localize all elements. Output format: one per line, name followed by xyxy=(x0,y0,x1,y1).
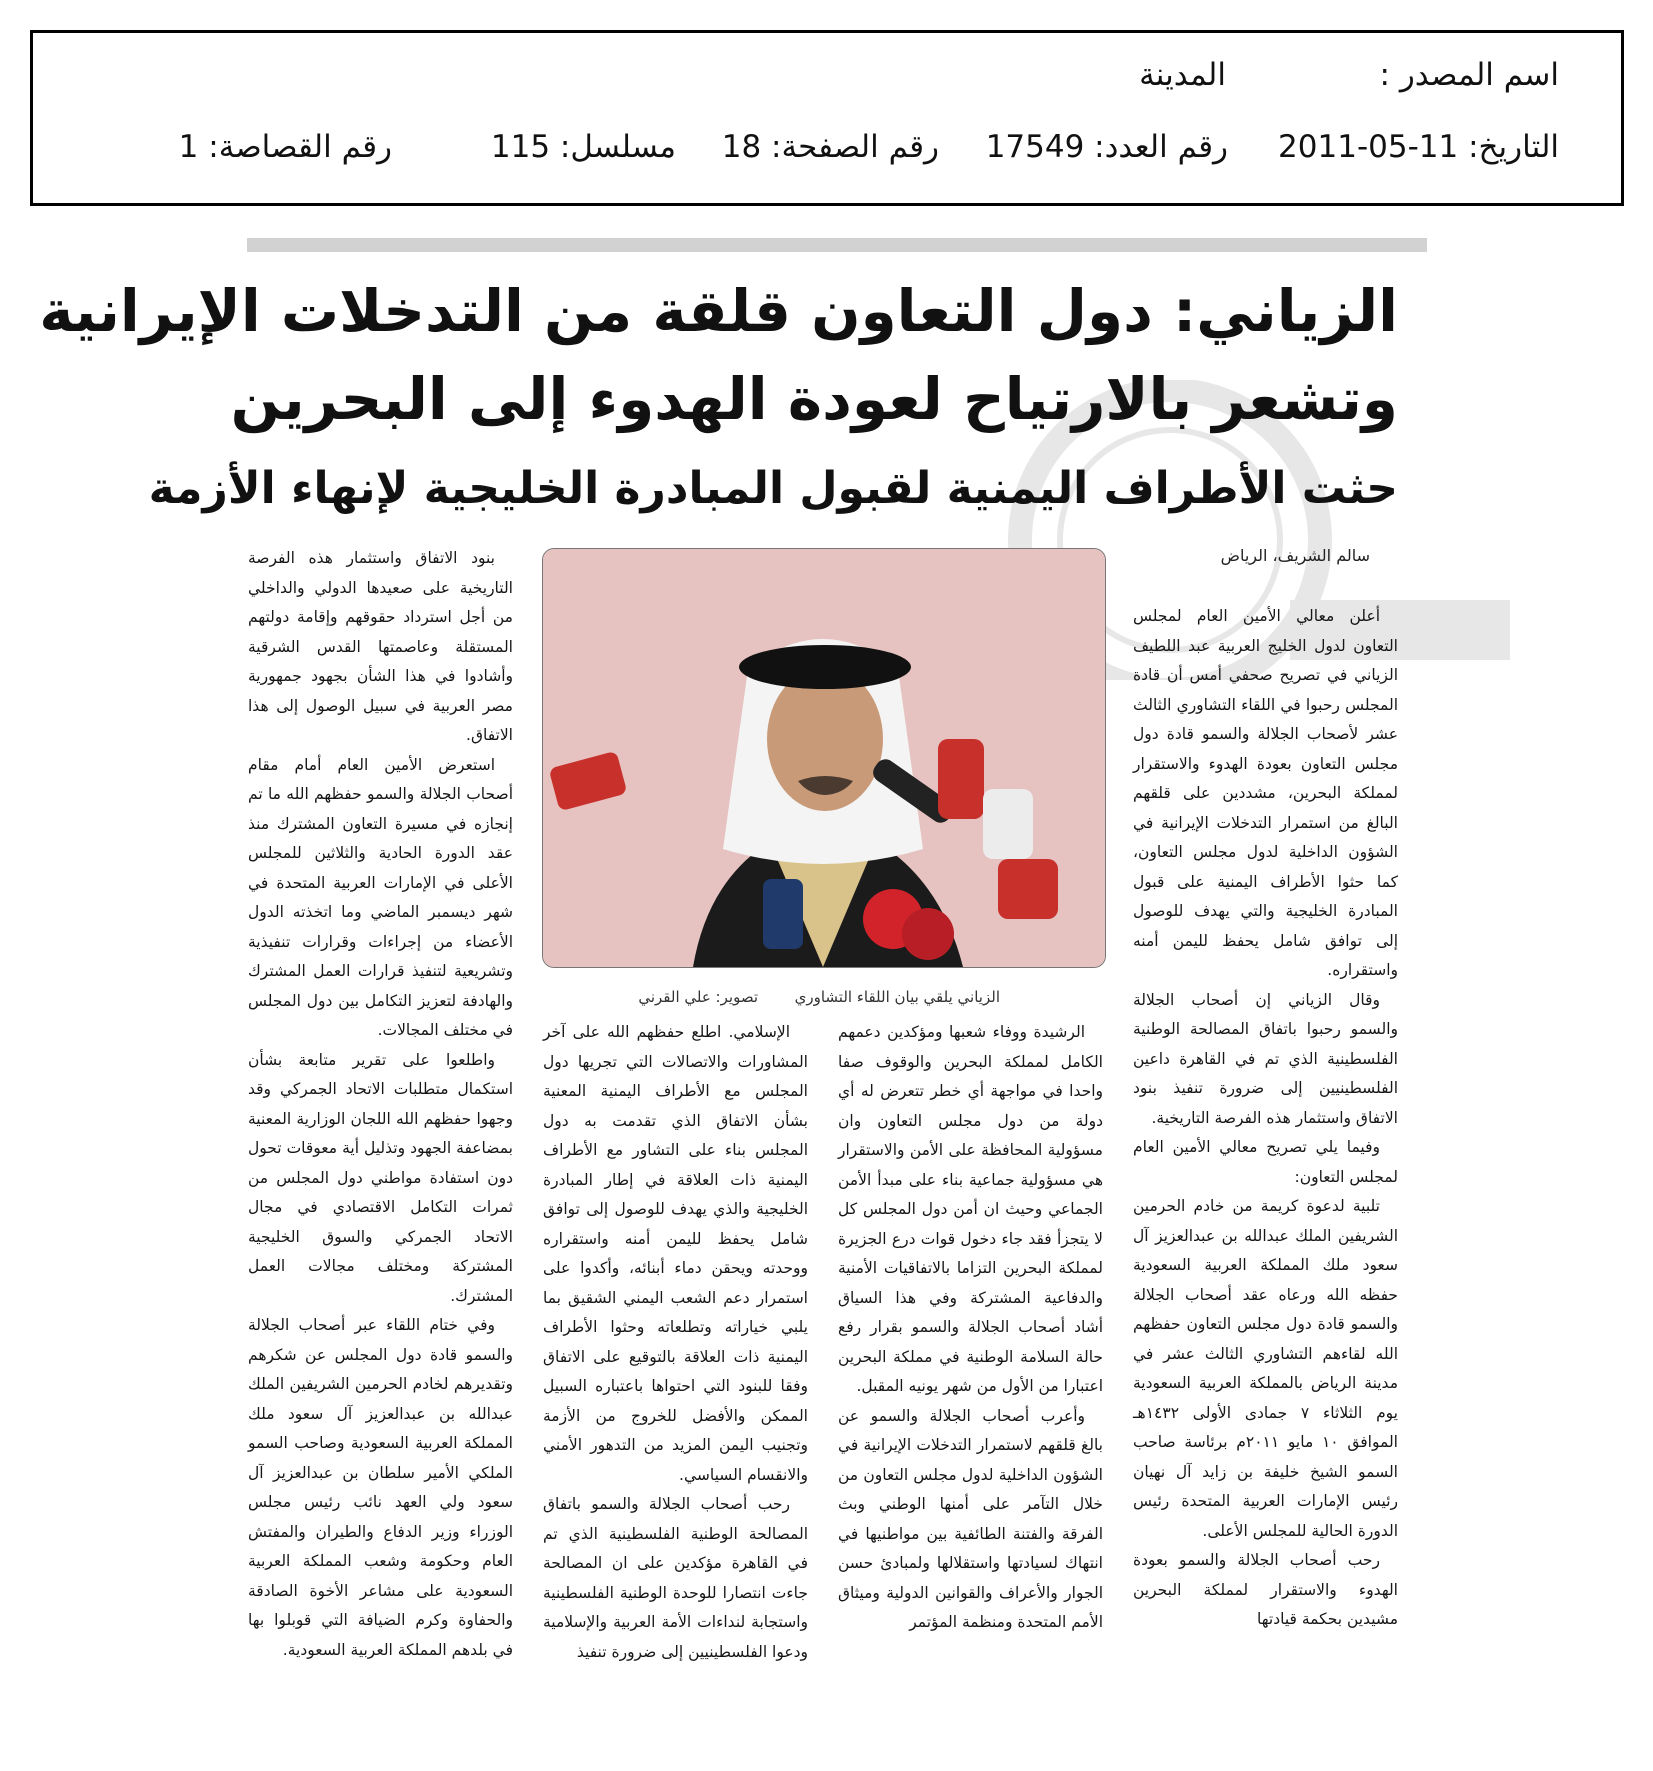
photo-credit: تصوير: علي القرني xyxy=(638,988,758,1006)
issue-number: رقم العدد: 17549 xyxy=(985,129,1228,165)
serial-number: مسلسل: 115 xyxy=(490,129,676,165)
clip-number: رقم القصاصة: 1 xyxy=(178,129,392,165)
article-top-rule xyxy=(247,238,1427,252)
article-column-right xyxy=(1133,602,1398,1635)
paragraph: استعرض الأمين العام أمام مقام أصحاب الجلالة والسمو حفظهم الله ما تم إنجازه في مسيرة التعاون المشترك منذ عقد الدورة الحادية والثلاثين للمجلس الأعلى في الإمارات العربية المتحدة في شهر ديسمبر الماضي وما اتخذته الدول الأعضاء من إجراءات وقرارات تنفيذية وتشريعية لتنفيذ قرارات العمل المشترك والهادفة لتعزيز التكامل بين دول المجلس في مختلف المجالات. xyxy=(248,755,513,1039)
paragraph: واطلعوا على تقرير متابعة بشأن استكمال متطلبات الاتحاد الجمركي وقد وجهوا حفظهم الله اللجان الوزارية المعنية بمضاعفة الجهود وتذليل أية معوقات تحول دون استفادة مواطني دول المجلس من ثمرات التكامل الاقتصادي في مجال الاتحاد الجمركي والسوق الخليجية المشتركة ومختلف مجالات العمل المشترك. xyxy=(248,1050,513,1305)
clipping-header-box xyxy=(30,30,1624,206)
paragraph: وقال الزياني إن أصحاب الجلالة والسمو رحبوا باتفاق المصالحة الوطنية الفلسطينية الذي تم في القاهرة داعين الفلسطينيين إلى ضرورة تنفيذ بنود الاتفاق واستثمار هذه الفرصة التاريخية. xyxy=(1133,990,1398,1127)
paragraph: وأعرب أصحاب الجلالة والسمو عن بالغ قلقهم لاستمرار التدخلات الإيرانية في الشؤون الداخلية لدول مجلس التعاون من خلال التآمر على أمنها الوطني وبث الفرقة والفتنة الطائفية بين مواطنيها في انتهاك لسيادتها واستقلالها ولمبادئ حسن الجوار والأعراف والقوانين الدولية وميثاق الأمم المتحدة ومنظمة المؤتمر xyxy=(838,1406,1103,1631)
source-label: اسم المصدر : xyxy=(1379,57,1559,93)
headline-line-2: وتشعر بالارتياح لعودة الهدوء إلى البحرين xyxy=(230,365,1398,433)
article-column-mid-right xyxy=(838,1018,1103,1638)
byline: سالم الشريف، الرياض xyxy=(1220,546,1370,565)
paragraph: تلبية لدعوة كريمة من خادم الحرمين الشريفين الملك عبدالله بن عبدالعزيز آل سعود ملك المملكة العربية السعودية حفظه الله ورعاه عقد أصحاب الجلالة والسمو قادة دول مجلس التعاون حفظهم الله لقاءهم التشاوري الثالث عشر في مدينة الرياض بالمملكة العربية السعودية يوم الثلاثاء ٧ جمادى الأولى ١٤٣٢هـ الموافق ١٠ مايو ٢٠١١م برئاسة صاحب السمو الشيخ خليفة بن زايد آل نهيان رئيس الإمارات العربية المتحدة رئيس الدورة الحالية للمجلس الأعلى. xyxy=(1133,1197,1398,1540)
article-column-left xyxy=(248,544,513,1665)
subheadline: حثت الأطراف اليمنية لقبول المبادرة الخليجية لإنهاء الأزمة xyxy=(148,463,1398,514)
page-number: رقم الصفحة: 18 xyxy=(721,129,939,165)
paragraph: رحب أصحاب الجلالة والسمو باتفاق المصالحة الوطنية الفلسطينية الذي تم في القاهرة مؤكدين على ان المصالحة جاءت انتصارا للوحدة الوطنية الفلسطينية واستجابة لنداءات الأمة العربية والإسلامية ودعوا الفلسطينيين إلى ضرورة تنفيذ xyxy=(543,1495,808,1661)
photo-caption: الزياني يلقي بيان اللقاء التشاوري xyxy=(794,988,1000,1006)
paragraph: رحب أصحاب الجلالة والسمو بعودة الهدوء والاستقرار لمملكة البحرين مشيدين بحكمة قيادتها xyxy=(1133,1551,1398,1628)
paragraph: بنود الاتفاق واستثمار هذه الفرصة التاريخية على صعيدها الدولي والداخلي من أجل استرداد حقوقهم وإقامة دولتهم المستقلة وعاصمتها القدس الشرقية وأشادوا في هذا الشأن بجهود جمهورية مصر العربية في سبيل الوصول إلى هذا الاتفاق. xyxy=(248,549,513,744)
photo-illustration xyxy=(543,549,1105,967)
source-value: المدينة xyxy=(1139,57,1226,93)
article-column-mid-left xyxy=(543,1018,808,1667)
date-field: التاريخ: 11-05-2011 xyxy=(1278,129,1559,165)
paragraph: وفيما يلي تصريح معالي الأمين العام لمجلس التعاون: xyxy=(1133,1138,1398,1186)
paragraph: وفي ختام اللقاء عبر أصحاب الجلالة والسمو قادة دول المجلس عن شكرهم وتقديرهم لخادم الحرمين الشريفين الملك عبدالله بن عبدالعزيز آل سعود ملك المملكة العربية السعودية وصاحب السمو الملكي الأمير سلطان بن عبدالعزيز آل سعود ولي العهد نائب رئيس مجلس الوزراء وزير الدفاع والطيران والمفتش العام وحكومة وشعب المملكة العربية السعودية على مشاعر الأخوة الصادقة والحفاوة وكرم الضيافة التي قوبلوا بها في بلدهم المملكة العربية السعودية. xyxy=(248,1316,513,1659)
paragraph: أعلن معالي الأمين العام لمجلس التعاون لدول الخليج العربية عبد اللطيف الزياني في تصريح صحفي أمس أن قادة المجلس رحبوا في اللقاء التشاوري الثالث عشر لأصحاب الجلالة والسمو قادة دول مجلس التعاون بعودة الهدوء والاستقرار لمملكة البحرين، مشددين على قلقهم البالغ من استمرار التدخلات الإيرانية في الشؤون الداخلية لدول مجلس التعاون، كما حثوا الأطراف اليمنية على قبول المبادرة الخليجية والتي يهدف للوصول إلى توافق شامل يحفظ لليمن أمنه واستقراره. xyxy=(1133,607,1398,979)
news-photo xyxy=(542,548,1106,968)
headline-line-1: الزياني: دول التعاون قلقة من التدخلات الإيرانية xyxy=(39,277,1398,345)
paragraph: الإسلامي. اطلع حفظهم الله على آخر المشاورات والاتصالات التي تجريها دول المجلس مع الأطراف اليمنية المعنية بشأن الاتفاق الذي تقدمت به دول المجلس بناء على التشاور مع الأطراف اليمنية ذات العلاقة في إطار المبادرة الخليجية والذي يهدف للوصول إلى توافق شامل يحفظ لليمن أمنه واستقراره ووحدته ويحقن دماء أبنائه، وأكدوا على استمرار دعم الشعب اليمني الشقيق بما يلبي خياراته وتطلعاته وحثوا الأطراف اليمنية ذات العلاقة بالتوقيع على الاتفاق وفقا للبنود التي احتواها باعتباره السبيل الممكن والأفضل للخروج من الأزمة وتجنيب اليمن المزيد من التدهور الأمني والانقسام السياسي. xyxy=(543,1023,808,1484)
paragraph: الرشيدة ووفاء شعبها ومؤكدين دعمهم الكامل لمملكة البحرين والوقوف صفا واحدا في مواجهة أي خطر تتعرض له أي دولة من دول مجلس التعاون وان مسؤولية المحافظة على الأمن والاستقرار هي مسؤولية جماعية بناء على مبدأ الأمن الجماعي وحيث ان أمن دول المجلس كل لا يتجزأ فقد جاء دخول قوات درع الجزيرة لمملكة البحرين التزاما بالاتفاقيات الأمنية والدفاعية المشتركة وفي هذا السياق أشاد أصحاب الجلالة والسمو بقرار رفع حالة السلامة الوطنية في مملكة البحرين اعتبارا من الأول من شهر يونيه المقبل. xyxy=(838,1023,1103,1395)
